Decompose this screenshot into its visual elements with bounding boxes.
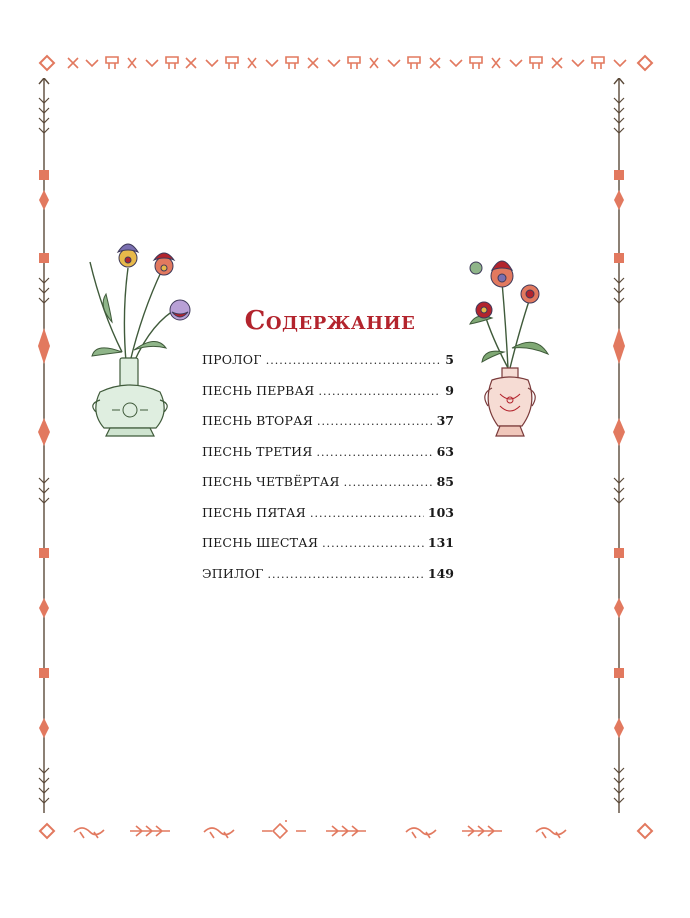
left-ornament-border xyxy=(36,78,52,813)
toc-item-song-6[interactable] xyxy=(202,535,454,566)
right-ornament-border xyxy=(611,78,627,813)
toc-leader-dots xyxy=(268,568,424,581)
toc-leader-dots xyxy=(266,354,442,367)
page-title: Содержание xyxy=(244,306,416,336)
toc-item-song-1[interactable] xyxy=(202,383,454,414)
toc-page-number: 131 xyxy=(427,535,454,550)
toc-item-song-5[interactable] xyxy=(202,505,454,536)
bottom-ornament-border xyxy=(36,820,656,842)
flower-vase-right-icon xyxy=(462,248,562,443)
toc-page-number: 63 xyxy=(436,443,454,459)
toc-label: ПРОЛОГ xyxy=(202,352,262,367)
toc-leader-dots xyxy=(322,537,424,550)
toc-leader-dots xyxy=(318,385,441,398)
toc-leader-dots xyxy=(344,476,433,489)
toc-item-song-4[interactable] xyxy=(202,474,454,505)
toc-page-number: 149 xyxy=(427,565,454,581)
toc-page-number: 5 xyxy=(445,352,454,367)
toc-page-number: 37 xyxy=(436,413,454,428)
toc-item-prologue[interactable] xyxy=(202,352,454,383)
table-of-contents xyxy=(202,352,454,596)
toc-item-song-2[interactable] xyxy=(202,413,454,444)
flower-vase-left-icon xyxy=(82,232,202,442)
toc-leader-dots xyxy=(317,415,433,428)
toc-leader-dots xyxy=(310,507,424,520)
toc-label: ЭПИЛОГ xyxy=(202,565,264,581)
top-ornament-border xyxy=(36,52,656,74)
toc-page-number: 103 xyxy=(427,504,454,520)
toc-label: ПЕСНЬ ТРЕТИЯ xyxy=(202,443,313,459)
toc-item-epilogue[interactable] xyxy=(202,566,454,597)
toc-label: ПЕСНЬ ПЯТАЯ xyxy=(202,504,306,520)
toc-label: ПЕСНЬ ЧЕТВЁРТАЯ xyxy=(202,474,340,489)
toc-page-number: 9 xyxy=(445,382,454,398)
toc-page-number: 85 xyxy=(436,474,454,489)
toc-leader-dots xyxy=(317,446,433,459)
toc-item-song-3[interactable] xyxy=(202,444,454,475)
toc-label: ПЕСНЬ ВТОРАЯ xyxy=(202,413,314,428)
toc-label: ПЕСНЬ ШЕСТАЯ xyxy=(202,535,319,550)
toc-label: ПЕСНЬ ПЕРВАЯ xyxy=(202,382,315,398)
